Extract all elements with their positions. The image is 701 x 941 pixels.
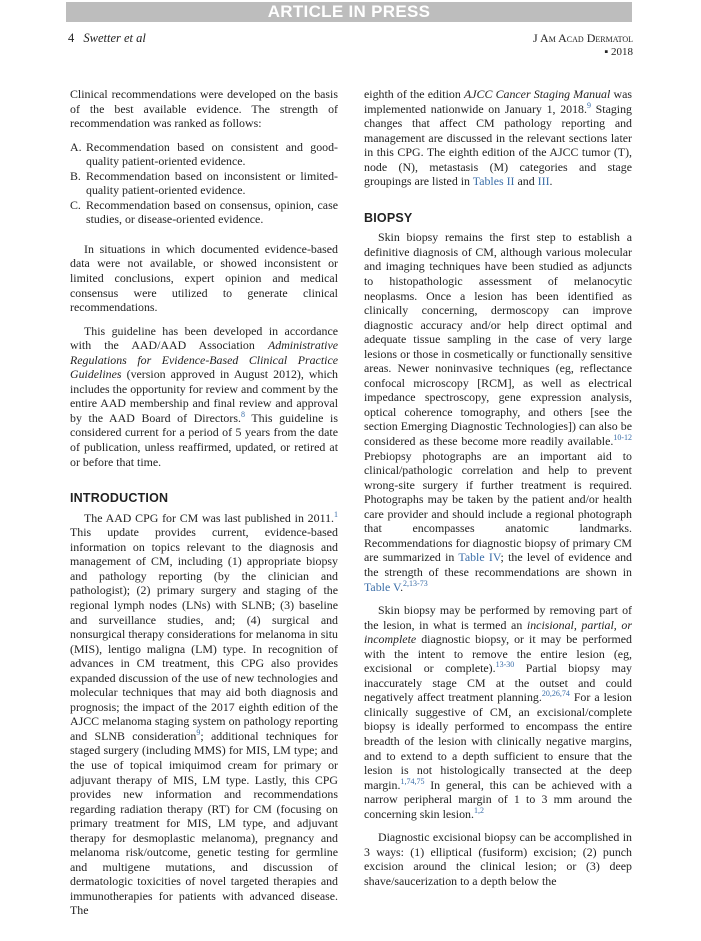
text-span: Skin biopsy may be performed by removing part of the lesion, in what is termed an xyxy=(364,603,632,632)
paragraph-excisional-biopsy: Diagnostic excisional biopsy can be accomplished in 3 ways: (1) elliptical (fusiform) excision; (2) punch excision around the clinical lesion; or (3) deep shave/saucerization to a depth below the xyxy=(364,830,632,888)
section-heading-biopsy: BIOPSY xyxy=(364,210,413,225)
text-span: . xyxy=(549,174,553,189)
reference-superscript[interactable]: 10-12 xyxy=(613,433,632,443)
paragraph-biopsy-types xyxy=(364,603,632,821)
text-span: This guideline is considered current for a period of 5 years from the date of publication, unless reaffirmed, updated, or retired at or before that time. xyxy=(70,410,338,469)
reference-superscript[interactable]: 1,74,75 xyxy=(400,776,425,786)
list-item-text: Recommendation based on inconsistent or limited-quality patient-oriented evidence. xyxy=(86,168,338,198)
section-heading-introduction: INTRODUCTION xyxy=(70,491,169,506)
paragraph-recommendations-intro: Clinical recommendations were developed on the basis of the best available evidence. The strength of recommendation was ranked as follows: xyxy=(70,87,338,131)
table-link[interactable]: III xyxy=(537,174,550,189)
italic-term: incisional, partial, or incomplete xyxy=(364,617,632,647)
text-span: This guideline has been developed in accordance with the AAD/AAD Association xyxy=(70,323,338,353)
text-span: Staging changes that affect CM pathology reporting and management are discussed in the relevant sections later in this CPG. The eighth edition of the AJCC tumor (T), node (N), metastasis (M) categories and stage groupings are listed in xyxy=(364,101,632,189)
right-column xyxy=(364,87,632,897)
reference-superscript[interactable]: 9 xyxy=(196,727,201,737)
text-span: (version approved in August 2012), which includes the opportunity for review and comment by the entire AAD membership and final review and approval by the AAD Board of Directors. xyxy=(70,367,338,425)
text-span: For a lesion clinically suggestive of CM, an excisional/complete biopsy is ideally performed to encompass the entire breadth of the lesion with clinically negative margins, and to extend to a depth sufficient to ensure that the lesion is not histologically transected at the deep margin. xyxy=(364,690,632,792)
text-span: In general, this can be achieved with a narrow peripheral margin of 1 to 3 mm around the concerning skin lesion. xyxy=(364,777,632,821)
text-span: Skin biopsy remains the first step to establish a definitive diagnosis of CM, although various molecular and imaging techniques have been studied as adjuncts to histopathologic assessment of melanocytic neoplasms. Once a lesion has been identified as clinically concerning, dermoscopy can improve diagnostic accuracy and/or help direct optimal and adequate tissue sampling in the case of very large lesions or those in cosmetically or functionally sensitive areas. Newer noninvasive techniques (eg, reflectance confocal microscopy [RCM], as well as electrical impedance spectroscopy, gene expression analysis, optical coherence tomography, and others [see the section Emerging Diagnostic Technologies]) can also be considered as these become more readily available. xyxy=(364,230,632,449)
table-link[interactable]: Tables II xyxy=(472,174,515,189)
list-item-label: B. xyxy=(70,168,81,183)
strength-of-recommendation-list xyxy=(70,140,338,227)
list-item xyxy=(70,140,338,169)
paragraph-expert-opinion: In situations in which documented evidence-based data were not available, or showed inconsistent or limited conclusions, expert opinion and medical consensus were utilized to generate clinical recommendations. xyxy=(70,241,338,315)
text-span: ; the level of evidence and the strength of these recommendations are shown in xyxy=(364,550,632,579)
list-item-text: Recommendation based on consensus, opinion, case studies, or disease-oriented evidence. xyxy=(86,197,338,227)
text-span: This update provides current, evidence-based information on topics relevant to the diagnosis and management of CM, including (1) appropriate biopsy and pathology reporting (by the clinician and pathologist); (2) primary surgery and staging of the regional lymph nodes (LNs) with SLNB; (3) baseline and surveillance studies, and; (4) surgical and nonsurgical therapy considerations for melanoma in situ (MIS), lentigo maligna (LM) type. In recognition of advances in CM treatment, this CPG also provides expanded discussion of the use of new technologies and molecular techniques that may aid both diagnosis and prognosis; the impact of the 2017 eighth edition of the AJCC melanoma staging system on pathology reporting and SLNB consideration xyxy=(70,525,338,743)
italic-title: AJCC Cancer Staging Manual xyxy=(463,87,611,101)
text-span: ; additional techniques for staged surgery (including MMS) for MIS, LM type; and the use of topical imiquimod cream for primary or adjuvant therapy of MIS, LM type. Lastly, this CPG provides new information and recommendations regarding radiation therapy (RT) for CM (focusing on primary treatment for MIS, LM type, and adjuvant therapy for desmoplastic melanoma), pregnancy and melanoma risk/outcome, genetic testing for germline and multigene mutations, and discussion of dermatologic toxicities of novel targeted therapies and immunotherapies for patients with advanced disease. The xyxy=(70,728,338,918)
list-item xyxy=(70,198,338,227)
issue-date: ▪ 2018 xyxy=(604,46,633,58)
list-item xyxy=(70,169,338,198)
text-span: diagnostic biopsy, or it may be performed with the intent to remove the entire lesion (eg, excisional or complete). xyxy=(364,632,632,676)
text-span: and xyxy=(514,174,538,189)
paragraph-introduction xyxy=(70,511,338,918)
list-item-label: C. xyxy=(70,197,81,212)
text-span: Prebiopsy photographs are an important aid to clinical/pathologic correlation and help to prevent wrong-site surgery if further treatment is required. Photographs may be taken by the patient and/or health care provider and should include a regional photograph that encompasses anatomic landmarks. Recommendations for diagnostic biopsy of primary CM are summarized in xyxy=(364,448,632,565)
text-span: . xyxy=(400,579,404,594)
italic-title: Administrative Regulations for Evidence-Based Clinical Practice Guidelines xyxy=(70,338,338,382)
running-head-authors: Swetter et al xyxy=(83,31,146,45)
reference-superscript[interactable]: 1 xyxy=(334,509,338,519)
journal-name: J Am Acad Dermatol xyxy=(533,31,633,45)
paragraph-biopsy-overview xyxy=(364,230,632,594)
article-in-press-banner: ARTICLE IN PRESS xyxy=(66,2,632,22)
text-span: Partial biopsy may inaccurately stage CM at the outset and could negatively affect treatment planning. xyxy=(364,661,632,705)
paragraph-guideline-development xyxy=(70,324,338,469)
table-link[interactable]: Table IV xyxy=(458,550,501,565)
reference-superscript[interactable]: 1,2 xyxy=(473,805,484,815)
reference-superscript[interactable]: 2,13-73 xyxy=(403,578,428,588)
text-span: The AAD CPG for CM was last published in 2011. xyxy=(84,510,334,525)
table-link[interactable]: Table V xyxy=(364,579,401,594)
list-item-label: A. xyxy=(70,139,82,154)
left-column xyxy=(70,87,338,927)
list-item-text: Recommendation based on consistent and good-quality patient-oriented evidence. xyxy=(86,139,338,169)
running-head-right xyxy=(533,31,633,59)
reference-superscript[interactable]: 9 xyxy=(586,100,591,110)
reference-superscript[interactable]: 20,26,74 xyxy=(541,689,570,699)
reference-superscript[interactable]: 13-30 xyxy=(495,660,515,670)
paragraph-ajcc-staging xyxy=(364,87,632,189)
text-span: was implemented nationwide on January 1, 2018. xyxy=(364,87,632,116)
running-head-left xyxy=(68,31,146,46)
page-number: 4 xyxy=(68,31,75,45)
text-span: eighth of the edition xyxy=(364,87,464,101)
reference-superscript[interactable]: 8 xyxy=(240,409,245,419)
